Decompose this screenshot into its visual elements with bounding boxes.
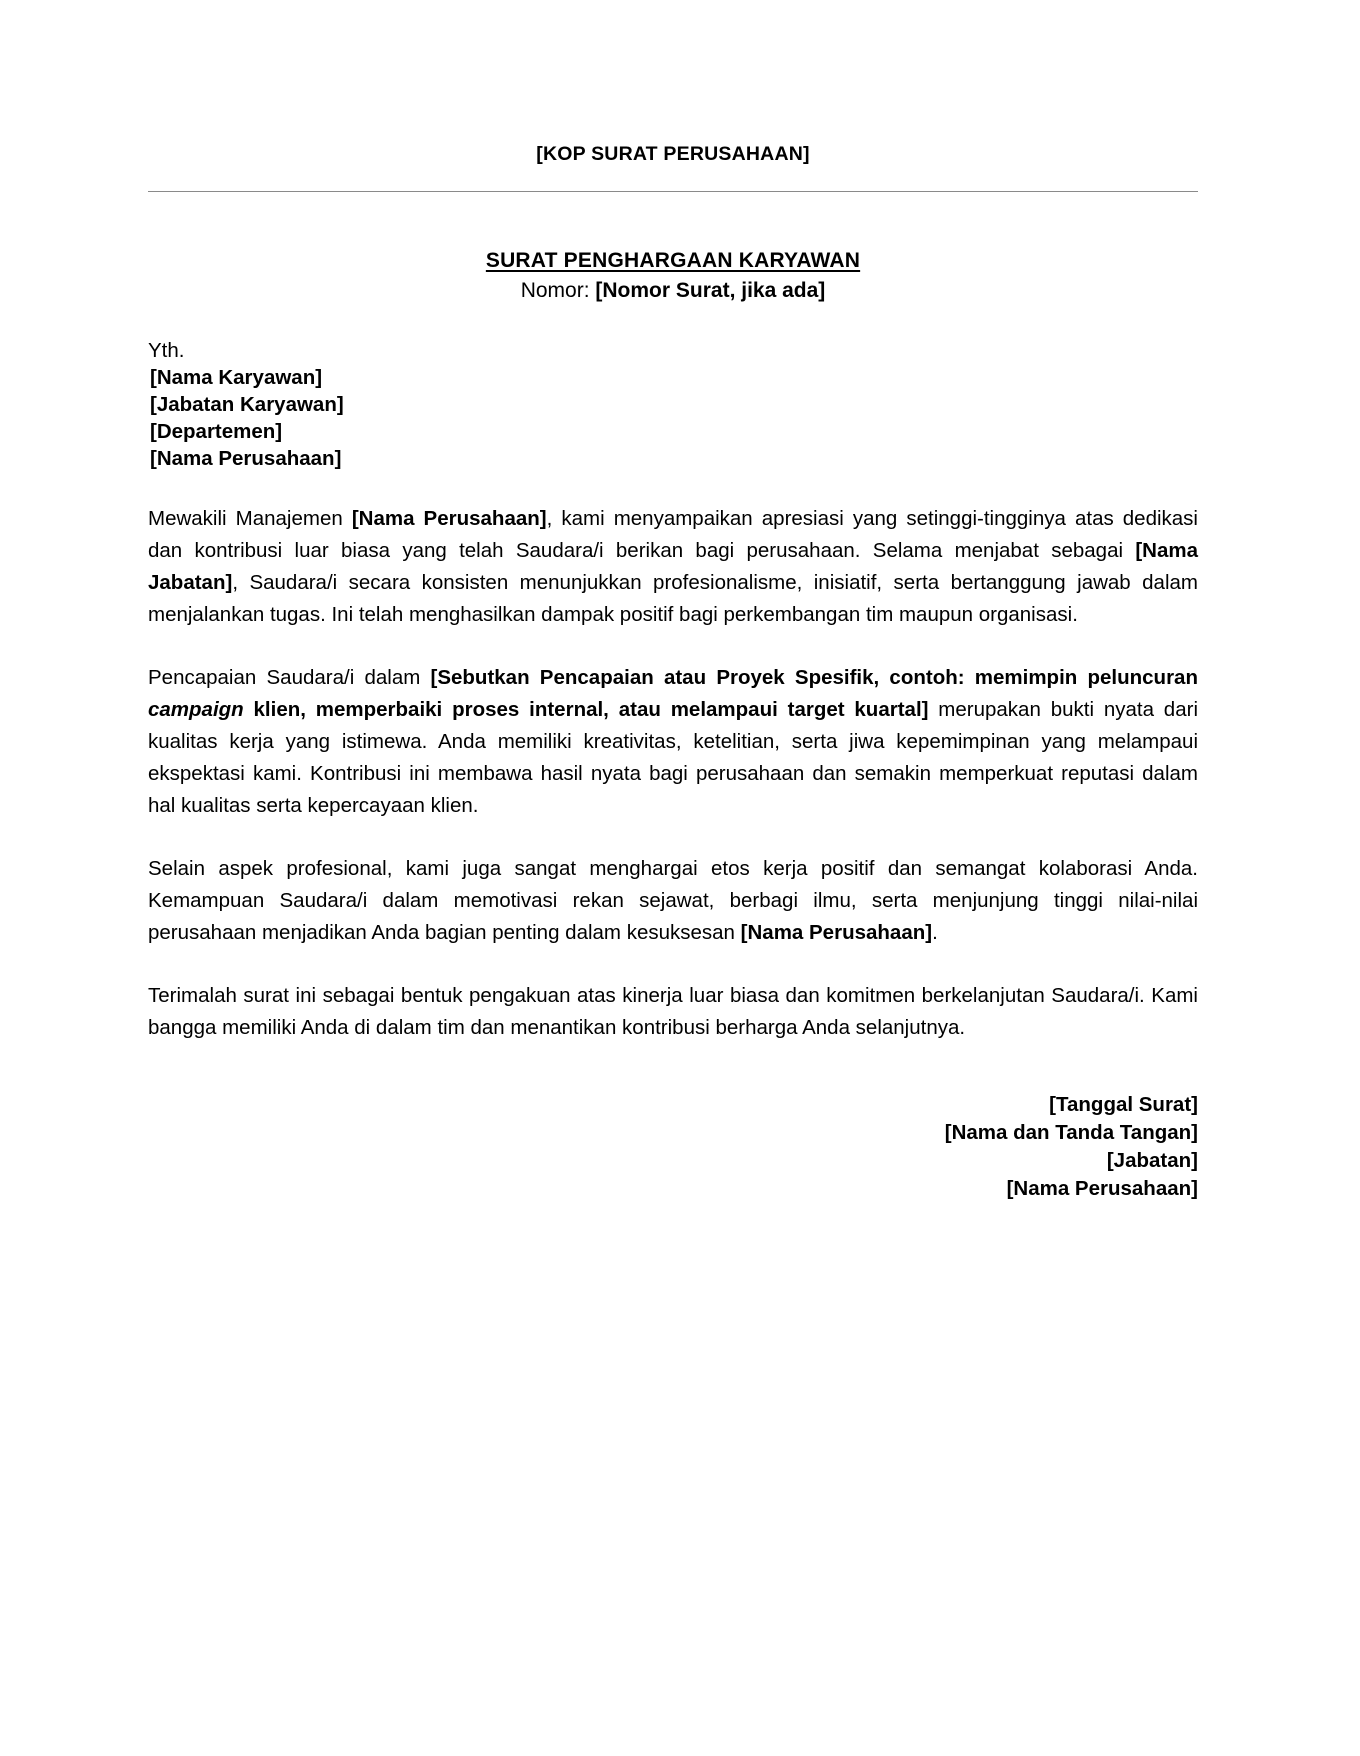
bold-italic-text: campaign	[148, 697, 244, 721]
paragraph-1	[148, 503, 1198, 631]
body-text: Mewakili Manajemen	[148, 507, 352, 531]
body-text: , Saudara/i secara konsisten menunjukkan profesionalisme, inisiatif, serta bertanggung jawab dalam menjalankan tugas. Ini telah menghasilkan dampak positif bagi perkembangan tim maupun organisasi.	[148, 571, 1198, 627]
recipient-department: [Departemen]	[150, 420, 283, 444]
body-text: .	[932, 920, 938, 944]
company-letterhead: [KOP SURAT PERUSAHAAN]	[536, 143, 810, 165]
document-title: SURAT PENGHARGAAN KARYAWAN	[485, 249, 861, 272]
title-block	[148, 249, 1198, 305]
body-text: merupakan bukti nyata dari kualitas kerja yang istimewa. Anda memiliki kreativitas, ketelitian, serta jiwa kepemimpinan yang melampaui ekspektasi kami. Kontribusi ini membawa hasil nyata bagi perusahaan dan semakin memperkuat reputasi dalam hal kualitas serta kepercayaan klien.	[148, 697, 1198, 817]
placeholder-text: [Nama Perusahaan]	[351, 507, 547, 531]
placeholder-text: klien, memperbaiki proses internal, atau melampaui target kuartal]	[243, 697, 929, 721]
signature-position: [Jabatan]	[1106, 1148, 1198, 1172]
document-number-line	[148, 278, 1198, 305]
body-text: Terimalah surat ini sebagai bentuk pengakuan atas kinerja luar biasa dan komitmen berkelanjutan Saudara/i. Kami bangga memiliki Anda di dalam tim dan menantikan kontribusi berharga Anda selanjutnya.	[148, 983, 1198, 1039]
letter-body	[148, 503, 1198, 1044]
recipient-name: [Nama Karyawan]	[150, 365, 323, 389]
document-number-value: [Nomor Surat, jika ada]	[595, 279, 826, 302]
placeholder-text: [Sebutkan Pencapaian atau Proyek Spesifik, contoh: memimpin peluncuran	[430, 665, 1198, 689]
paragraph-2	[148, 662, 1198, 822]
signature-block	[148, 1091, 1198, 1203]
signature-name: [Nama dan Tanda Tangan]	[944, 1120, 1198, 1144]
recipient-company: [Nama Perusahaan]	[150, 447, 342, 471]
body-text: Pencapaian Saudara/i dalam	[148, 665, 431, 689]
paragraph-3	[148, 853, 1198, 949]
placeholder-text: [Nama Perusahaan]	[740, 920, 933, 944]
signature-date: [Tanggal Surat]	[1049, 1092, 1198, 1116]
letterhead-divider	[148, 191, 1198, 192]
document-sheet	[148, 0, 1198, 1203]
signature-company: [Nama Perusahaan]	[1006, 1176, 1198, 1200]
paragraph-4	[148, 980, 1198, 1044]
body-text: Selain aspek profesional, kami juga sangat menghargai etos kerja positif dan semangat kolaborasi Anda. Kemampuan Saudara/i dalam memotivasi rekan sejawat, berbagi ilmu, serta menjunjung tinggi nilai-nilai perusahaan menjadikan Anda bagian penting dalam kesuksesan	[148, 856, 1198, 944]
body-text: , kami menyampaikan apresiasi yang setinggi-tingginya atas dedikasi dan kontribusi luar biasa yang telah Saudara/i berikan bagi perusahaan. Selama menjabat sebagai	[148, 507, 1198, 563]
placeholder-text: [Nama Jabatan]	[148, 539, 1198, 595]
recipient-block	[148, 337, 1198, 472]
document-number-label: Nomor:	[520, 279, 596, 302]
recipient-salutation: Yth.	[148, 338, 185, 362]
recipient-position: [Jabatan Karyawan]	[150, 392, 344, 416]
